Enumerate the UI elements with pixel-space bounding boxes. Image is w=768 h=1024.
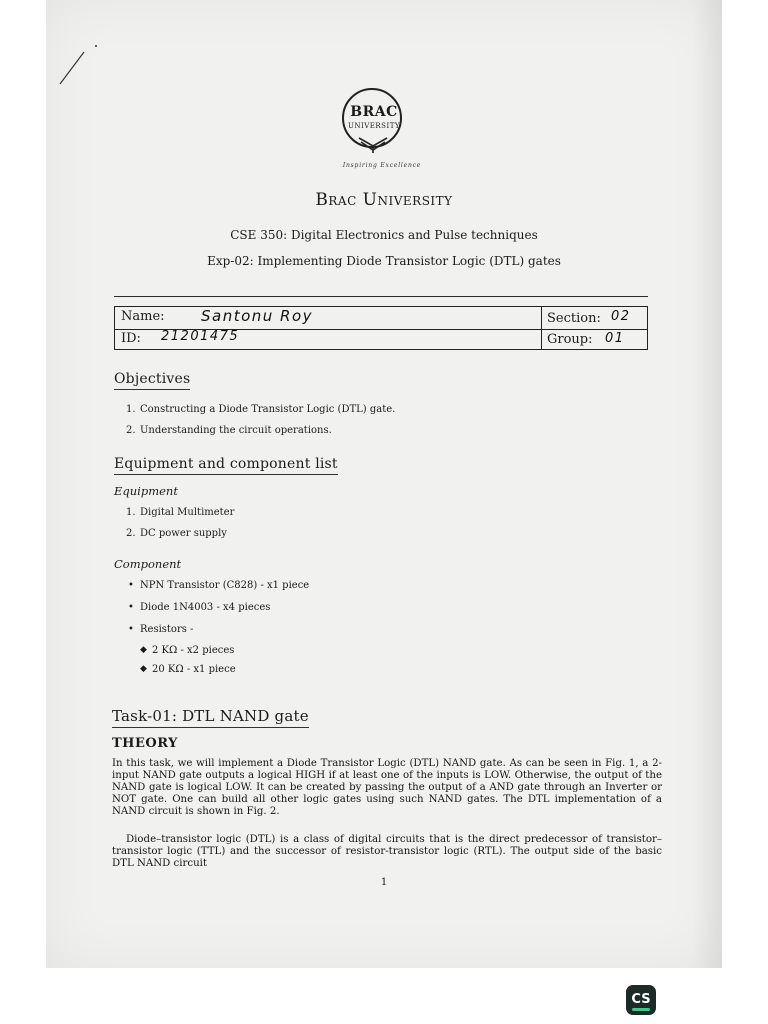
list-item: • Diode 1N4003 - x4 pieces <box>140 602 270 613</box>
header-rule <box>114 296 648 297</box>
brac-logo <box>336 88 426 170</box>
pen-mark <box>58 44 98 88</box>
group-label: Group: <box>547 332 593 347</box>
list-item <box>126 528 227 539</box>
page-number: 1 <box>380 877 388 888</box>
list-item: • Resistors - <box>140 624 193 635</box>
task-heading: Task-01: DTL NAND gate <box>112 707 309 728</box>
table-divider-vertical <box>541 307 542 349</box>
list-item <box>126 425 332 436</box>
objectives-heading: Objectives <box>114 371 190 390</box>
name-value: Santonu Roy <box>201 307 314 325</box>
theory-paragraph-2: Diode–transistor logic (DTL) is a class of digital circuits that is the direct predecessor of transistor–transistor logic (TTL) and the successor of resistor-transistor logic (RTL). The output side of the basic DTL NAND circuit <box>112 834 662 869</box>
list-item: • NPN Transistor (C828) - x1 piece <box>140 580 309 591</box>
component-subheading: Component <box>114 557 182 571</box>
page-shadow <box>692 0 722 968</box>
item-number: 2. <box>126 528 136 539</box>
camscanner-badge: CS <box>626 985 656 1015</box>
course-title: CSE 350: Digital Electronics and Pulse techniques <box>230 228 538 242</box>
item-text: DC power supply <box>140 528 227 539</box>
name-label: Name: <box>121 309 165 324</box>
id-value: 21201475 <box>161 329 240 344</box>
item-text: Constructing a Diode Transistor Logic (DTL) gate. <box>140 404 396 415</box>
list-item <box>126 404 395 415</box>
list-item: ◆ 2 KΩ - x2 pieces <box>152 645 234 656</box>
theory-heading: THEORY <box>112 736 178 751</box>
equipment-heading: Equipment and component list <box>114 456 338 475</box>
list-item: ◆ 20 KΩ - x1 piece <box>152 664 236 675</box>
id-label: ID: <box>121 331 141 346</box>
item-number: 1. <box>126 507 136 518</box>
logo-circle <box>342 88 402 148</box>
university-title: Brac University <box>315 190 453 210</box>
item-text: Understanding the circuit operations. <box>140 425 332 436</box>
list-item <box>126 507 234 518</box>
item-number: 2. <box>126 425 136 436</box>
student-info-table <box>114 306 648 350</box>
experiment-title: Exp-02: Implementing Diode Transistor Logic (DTL) gates <box>207 254 561 268</box>
item-text: Digital Multimeter <box>140 507 235 518</box>
section-label: Section: <box>547 311 601 326</box>
group-value: 01 <box>605 331 625 346</box>
logo-university-text: UNIVERSITY <box>347 122 401 130</box>
logo-tagline: Inspiring Excellence <box>342 162 422 169</box>
logo-brac-text: BRAC <box>350 104 398 120</box>
book-icon <box>358 136 388 154</box>
equipment-subheading: Equipment <box>114 484 178 498</box>
section-value: 02 <box>611 309 631 324</box>
document-page <box>46 0 722 968</box>
item-number: 1. <box>126 404 136 415</box>
theory-paragraph-1: In this task, we will implement a Diode Transistor Logic (DTL) NAND gate. As can be seen in Fig. 1, a 2-input NAND gate outputs a logical HIGH if at least one of the inputs is LOW. Otherwise, the output of the NAND gate is logical LOW. It can be created by passing the output of a AND gate through an Inverter or NOT gate. One can build all other logic gates using such NAND gates. The DTL implementation of a NAND circuit is shown in Fig. 2. <box>112 758 662 817</box>
